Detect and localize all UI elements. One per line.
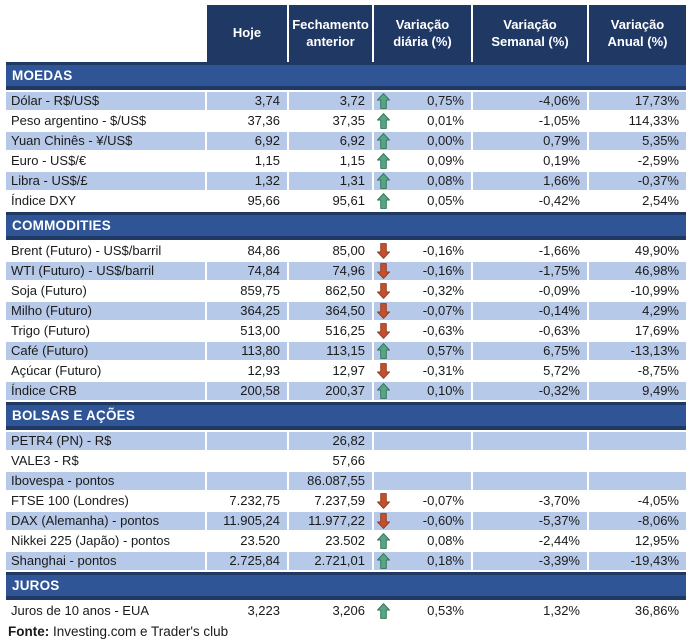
cell-variacao-diaria xyxy=(374,172,471,190)
cell-variacao-diaria xyxy=(374,242,471,260)
cell-fechamento-anterior: 6,92 xyxy=(289,132,372,150)
table-row xyxy=(6,192,686,212)
cell-hoje: 859,75 xyxy=(207,282,287,300)
cell-variacao-semanal: 5,72% xyxy=(473,362,587,380)
down-arrow-icon xyxy=(377,513,390,529)
cell-variacao-semanal: -0,09% xyxy=(473,282,587,300)
cell-fechamento-anterior: 1,31 xyxy=(289,172,372,190)
cell-fechamento-anterior: 2.721,01 xyxy=(289,552,372,570)
cell-variacao-diaria xyxy=(374,112,471,130)
cell-hoje: 3,74 xyxy=(207,92,287,110)
table-row xyxy=(6,112,686,132)
source-label: Fonte: xyxy=(8,624,50,639)
row-label: Ibovespa - pontos xyxy=(6,472,205,490)
table-header xyxy=(6,5,686,62)
row-label: Milho (Futuro) xyxy=(6,302,205,320)
row-label: Yuan Chinês - ¥/US$ xyxy=(6,132,205,150)
row-label: Dólar - R$/US$ xyxy=(6,92,205,110)
up-arrow-icon xyxy=(377,193,390,209)
cell-hoje: 37,36 xyxy=(207,112,287,130)
table-row xyxy=(6,452,686,472)
down-arrow-icon xyxy=(377,323,390,339)
cell-variacao-semanal: 1,32% xyxy=(473,602,587,620)
table-row xyxy=(6,532,686,552)
variacao-diaria-value: -0,16% xyxy=(422,243,464,258)
up-arrow-icon xyxy=(377,533,390,549)
cell-fechamento-anterior: 200,37 xyxy=(289,382,372,400)
table-row xyxy=(6,322,686,342)
cell-variacao-diaria xyxy=(374,342,471,360)
cell-hoje: 113,80 xyxy=(207,342,287,360)
row-label: Brent (Futuro) - US$/barril xyxy=(6,242,205,260)
up-arrow-icon xyxy=(377,603,390,619)
variacao-diaria-value: 0,75% xyxy=(427,93,464,108)
variacao-diaria-value: 0,00% xyxy=(427,133,464,148)
cell-variacao-anual: 5,35% xyxy=(589,132,686,150)
cell-fechamento-anterior: 364,50 xyxy=(289,302,372,320)
cell-variacao-semanal: 0,79% xyxy=(473,132,587,150)
down-arrow-icon xyxy=(377,263,390,279)
down-arrow-icon xyxy=(377,363,390,379)
cell-variacao-anual: 46,98% xyxy=(589,262,686,280)
cell-variacao-diaria xyxy=(374,192,471,210)
cell-variacao-anual: -0,37% xyxy=(589,172,686,190)
cell-hoje: 6,92 xyxy=(207,132,287,150)
table-row xyxy=(6,342,686,362)
cell-variacao-anual: 17,69% xyxy=(589,322,686,340)
table-row xyxy=(6,242,686,262)
cell-variacao-anual: 9,49% xyxy=(589,382,686,400)
cell-variacao-semanal: 6,75% xyxy=(473,342,587,360)
cell-hoje: 23.520 xyxy=(207,532,287,550)
variacao-diaria-value: 0,18% xyxy=(427,553,464,568)
variacao-diaria-value: 0,10% xyxy=(427,383,464,398)
cell-variacao-anual: -8,75% xyxy=(589,362,686,380)
cell-variacao-diaria xyxy=(374,432,471,450)
table-row xyxy=(6,472,686,492)
row-label: VALE3 - R$ xyxy=(6,452,205,470)
cell-hoje: 1,32 xyxy=(207,172,287,190)
row-label: Nikkei 225 (Japão) - pontos xyxy=(6,532,205,550)
cell-hoje: 2.725,84 xyxy=(207,552,287,570)
cell-fechamento-anterior: 3,72 xyxy=(289,92,372,110)
table-row xyxy=(6,362,686,382)
cell-fechamento-anterior: 26,82 xyxy=(289,432,372,450)
cell-variacao-diaria xyxy=(374,552,471,570)
cell-hoje xyxy=(207,432,287,450)
cell-variacao-anual: -2,59% xyxy=(589,152,686,170)
col-header-variacao-anual: Variação Anual (%) xyxy=(589,5,686,62)
table-row xyxy=(6,382,686,402)
down-arrow-icon xyxy=(377,493,390,509)
cell-variacao-diaria xyxy=(374,602,471,620)
cell-hoje: 84,86 xyxy=(207,242,287,260)
cell-hoje: 364,25 xyxy=(207,302,287,320)
cell-variacao-semanal: -0,63% xyxy=(473,322,587,340)
cell-variacao-anual: -8,06% xyxy=(589,512,686,530)
cell-fechamento-anterior: 57,66 xyxy=(289,452,372,470)
table-body xyxy=(6,62,686,622)
cell-variacao-anual: -13,13% xyxy=(589,342,686,360)
variacao-diaria-value: -0,07% xyxy=(422,303,464,318)
cell-hoje: 12,93 xyxy=(207,362,287,380)
cell-variacao-anual: 114,33% xyxy=(589,112,686,130)
cell-fechamento-anterior: 12,97 xyxy=(289,362,372,380)
section-header-moedas: MOEDAS xyxy=(6,62,686,90)
cell-fechamento-anterior: 23.502 xyxy=(289,532,372,550)
table-row xyxy=(6,152,686,172)
table-row xyxy=(6,552,686,572)
row-label: Açúcar (Futuro) xyxy=(6,362,205,380)
cell-fechamento-anterior: 1,15 xyxy=(289,152,372,170)
cell-hoje xyxy=(207,472,287,490)
cell-variacao-diaria xyxy=(374,262,471,280)
market-table xyxy=(6,5,686,622)
up-arrow-icon xyxy=(377,133,390,149)
row-label: DAX (Alemanha) - pontos xyxy=(6,512,205,530)
cell-variacao-semanal: -3,39% xyxy=(473,552,587,570)
down-arrow-icon xyxy=(377,243,390,259)
table-row xyxy=(6,492,686,512)
variacao-diaria-value: 0,08% xyxy=(427,533,464,548)
cell-variacao-semanal: -1,66% xyxy=(473,242,587,260)
header-spacer xyxy=(6,5,205,62)
source-note xyxy=(8,624,228,639)
cell-variacao-semanal: -0,42% xyxy=(473,192,587,210)
table-row xyxy=(6,602,686,622)
cell-variacao-diaria xyxy=(374,302,471,320)
cell-variacao-semanal: -5,37% xyxy=(473,512,587,530)
row-label: Café (Futuro) xyxy=(6,342,205,360)
up-arrow-icon xyxy=(377,93,390,109)
cell-variacao-anual: 2,54% xyxy=(589,192,686,210)
cell-variacao-semanal: 0,19% xyxy=(473,152,587,170)
cell-variacao-anual xyxy=(589,432,686,450)
table-row xyxy=(6,262,686,282)
cell-variacao-diaria xyxy=(374,322,471,340)
cell-variacao-semanal: 1,66% xyxy=(473,172,587,190)
cell-variacao-diaria xyxy=(374,532,471,550)
cell-variacao-diaria xyxy=(374,92,471,110)
cell-hoje xyxy=(207,452,287,470)
variacao-diaria-value: 0,01% xyxy=(427,113,464,128)
cell-variacao-semanal: -1,05% xyxy=(473,112,587,130)
row-label: Peso argentino - $/US$ xyxy=(6,112,205,130)
cell-variacao-diaria xyxy=(374,382,471,400)
cell-variacao-semanal: -4,06% xyxy=(473,92,587,110)
cell-variacao-diaria xyxy=(374,492,471,510)
cell-variacao-diaria xyxy=(374,472,471,490)
variacao-diaria-value: -0,31% xyxy=(422,363,464,378)
cell-hoje: 74,84 xyxy=(207,262,287,280)
cell-fechamento-anterior: 85,00 xyxy=(289,242,372,260)
row-label: Trigo (Futuro) xyxy=(6,322,205,340)
variacao-diaria-value: -0,07% xyxy=(422,493,464,508)
col-header-fechamento-anterior: Fechamento anterior xyxy=(289,5,372,62)
cell-variacao-anual xyxy=(589,472,686,490)
variacao-diaria-value: 0,57% xyxy=(427,343,464,358)
cell-hoje: 11.905,24 xyxy=(207,512,287,530)
row-label: Juros de 10 anos - EUA xyxy=(6,602,205,620)
cell-hoje: 7.232,75 xyxy=(207,492,287,510)
table-row xyxy=(6,132,686,152)
cell-hoje: 95,66 xyxy=(207,192,287,210)
variacao-diaria-value: -0,60% xyxy=(422,513,464,528)
cell-hoje: 513,00 xyxy=(207,322,287,340)
table-row xyxy=(6,172,686,192)
cell-variacao-semanal xyxy=(473,432,587,450)
cell-hoje: 3,223 xyxy=(207,602,287,620)
up-arrow-icon xyxy=(377,553,390,569)
up-arrow-icon xyxy=(377,343,390,359)
variacao-diaria-value: -0,32% xyxy=(422,283,464,298)
section-header-commodities: COMMODITIES xyxy=(6,212,686,240)
table-row xyxy=(6,432,686,452)
cell-fechamento-anterior: 74,96 xyxy=(289,262,372,280)
cell-variacao-anual: 4,29% xyxy=(589,302,686,320)
cell-variacao-diaria xyxy=(374,452,471,470)
cell-fechamento-anterior: 11.977,22 xyxy=(289,512,372,530)
cell-variacao-anual xyxy=(589,452,686,470)
cell-variacao-semanal xyxy=(473,472,587,490)
col-header-variacao-semanal: Variação Semanal (%) xyxy=(473,5,587,62)
row-label: WTI (Futuro) - US$/barril xyxy=(6,262,205,280)
cell-variacao-diaria xyxy=(374,512,471,530)
cell-fechamento-anterior: 7.237,59 xyxy=(289,492,372,510)
cell-variacao-semanal: -3,70% xyxy=(473,492,587,510)
down-arrow-icon xyxy=(377,303,390,319)
cell-hoje: 1,15 xyxy=(207,152,287,170)
row-label: Índice DXY xyxy=(6,192,205,210)
cell-variacao-semanal: -2,44% xyxy=(473,532,587,550)
table-row xyxy=(6,282,686,302)
cell-variacao-diaria xyxy=(374,132,471,150)
row-label: Índice CRB xyxy=(6,382,205,400)
up-arrow-icon xyxy=(377,383,390,399)
col-header-variacao-diaria: Variação diária (%) xyxy=(374,5,471,62)
up-arrow-icon xyxy=(377,113,390,129)
cell-fechamento-anterior: 86.087,55 xyxy=(289,472,372,490)
up-arrow-icon xyxy=(377,153,390,169)
table-row xyxy=(6,302,686,322)
cell-fechamento-anterior: 862,50 xyxy=(289,282,372,300)
up-arrow-icon xyxy=(377,173,390,189)
cell-variacao-semanal: -0,14% xyxy=(473,302,587,320)
cell-variacao-semanal xyxy=(473,452,587,470)
cell-fechamento-anterior: 3,206 xyxy=(289,602,372,620)
row-label: PETR4 (PN) - R$ xyxy=(6,432,205,450)
cell-variacao-anual: -4,05% xyxy=(589,492,686,510)
section-header-bolsas-e-acoes: BOLSAS E AÇÕES xyxy=(6,402,686,430)
row-label: Shanghai - pontos xyxy=(6,552,205,570)
variacao-diaria-value: 0,08% xyxy=(427,173,464,188)
cell-variacao-anual: 49,90% xyxy=(589,242,686,260)
row-label: FTSE 100 (Londres) xyxy=(6,492,205,510)
cell-variacao-diaria xyxy=(374,152,471,170)
table-row xyxy=(6,92,686,112)
variacao-diaria-value: 0,09% xyxy=(427,153,464,168)
variacao-diaria-value: -0,16% xyxy=(422,263,464,278)
cell-variacao-semanal: -1,75% xyxy=(473,262,587,280)
cell-variacao-anual: -19,43% xyxy=(589,552,686,570)
table-row xyxy=(6,512,686,532)
source-text: Investing.com e Trader's club xyxy=(49,624,229,639)
down-arrow-icon xyxy=(377,283,390,299)
row-label: Libra - US$/£ xyxy=(6,172,205,190)
section-header-juros: JUROS xyxy=(6,572,686,600)
cell-variacao-anual: 12,95% xyxy=(589,532,686,550)
cell-fechamento-anterior: 95,61 xyxy=(289,192,372,210)
row-label: Soja (Futuro) xyxy=(6,282,205,300)
cell-variacao-diaria xyxy=(374,362,471,380)
cell-fechamento-anterior: 37,35 xyxy=(289,112,372,130)
cell-variacao-anual: 17,73% xyxy=(589,92,686,110)
cell-fechamento-anterior: 113,15 xyxy=(289,342,372,360)
variacao-diaria-value: 0,05% xyxy=(427,193,464,208)
cell-fechamento-anterior: 516,25 xyxy=(289,322,372,340)
col-header-hoje: Hoje xyxy=(207,5,287,62)
cell-variacao-semanal: -0,32% xyxy=(473,382,587,400)
variacao-diaria-value: -0,63% xyxy=(422,323,464,338)
cell-hoje: 200,58 xyxy=(207,382,287,400)
cell-variacao-anual: 36,86% xyxy=(589,602,686,620)
row-label: Euro - US$/€ xyxy=(6,152,205,170)
cell-variacao-diaria xyxy=(374,282,471,300)
variacao-diaria-value: 0,53% xyxy=(427,603,464,618)
cell-variacao-anual: -10,99% xyxy=(589,282,686,300)
